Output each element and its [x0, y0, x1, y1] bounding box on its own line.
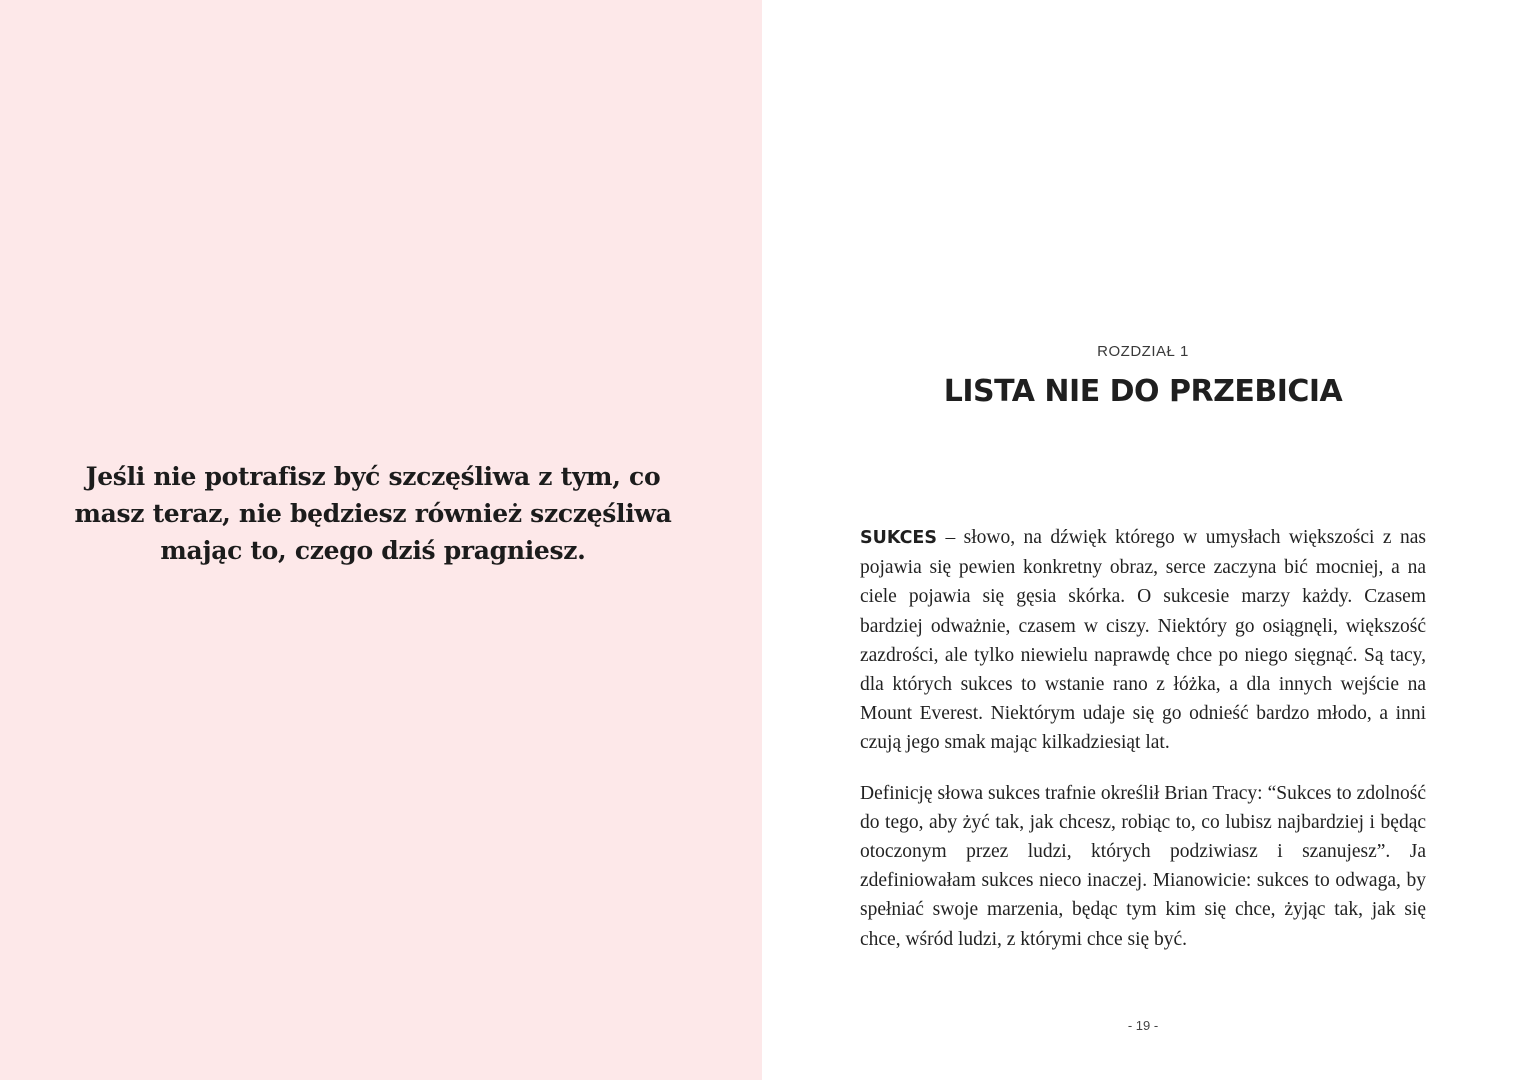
- chapter-title: LISTA NIE DO PRZEBICIA: [943, 374, 1343, 409]
- right-page: [762, 0, 1524, 1080]
- page-number: - 19 -: [1127, 1018, 1159, 1033]
- quote-text: Jeśli nie potrafisz być szczęśliwa z tym, co masz teraz, nie będziesz również szczęśliwa mając to, czego dziś pragniesz.: [74, 462, 672, 565]
- paragraph-1-text: – słowo, na dźwięk którego w umysłach większości z nas pojawia się pewien konkretny obraz, serce zaczyna bić mocniej, a na ciele pojawia się gęsia skórka. O sukcesie marzy każdy. Czasem bardziej odważnie, czasem w ciszy. Niektóry go osiągnęli, większość zazdrości, ale tylko niewielu naprawdę chce po niego sięgnąć. Są tacy, dla których sukces to wstanie rano z łóżka, a dla innych wejście na Mount Everest. Niektórym udaje się go odnieść bardzo młodo, a inni czują jego smak mając kilkadziesiąt lat.: [860, 527, 1426, 754]
- chapter-label: ROZDZIAŁ 1: [1097, 343, 1189, 360]
- body-text: [860, 523, 1426, 954]
- paragraph-2: Definicję słowa sukces trafnie określił Brian Tracy: “Sukces to zdolność do tego, aby żyć tak, jak chcesz, robiąc to, co lubisz najbardziej i będąc otoczonym przez ludzi, których podziwiasz i szanujesz”. Ja zdefiniowałam sukces nieco inaczej. Mianowicie: sukces to odwaga, by spełniać swoje marzenia, będąc tym kim się chce, żyjąc tak, jak się chce, wśród ludzi, z którymi chce się być.: [860, 782, 1426, 950]
- paragraph-1: [860, 523, 1426, 758]
- lead-word: SUKCES: [860, 528, 937, 548]
